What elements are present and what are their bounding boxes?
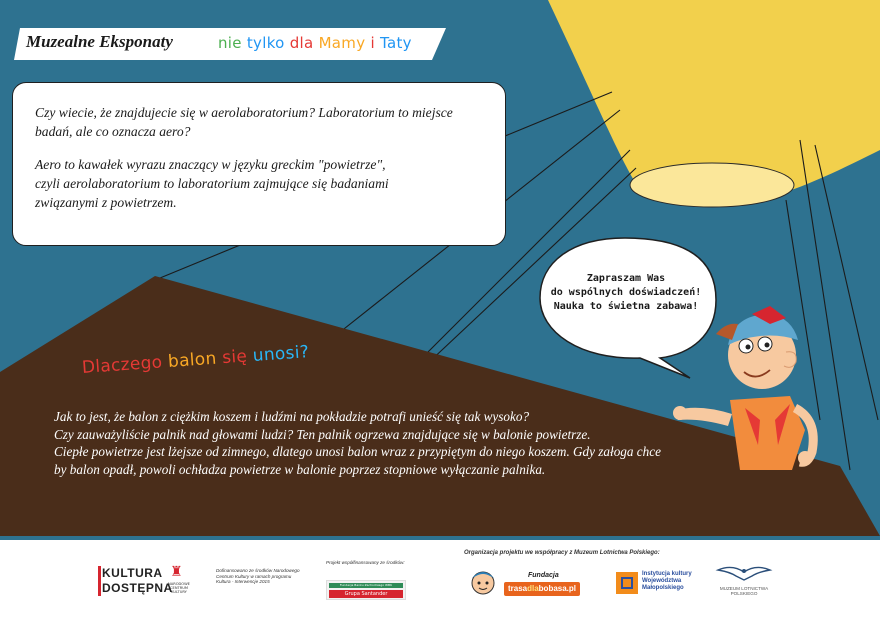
eagle-icon: [712, 562, 776, 584]
castle-icon: ♜: [170, 564, 183, 580]
financing-note: Dofinansowano ze środków Narodowego Centrum Kultury w ramach programu Kultura - Interwencje 2015: [216, 568, 300, 585]
mlp-line: POLSKIEGO: [730, 591, 758, 597]
kultura-dostepna-logo: [98, 566, 173, 598]
organization-note: Organizacja projektu we współpracy z Muzeum Lotnictwa Polskiego:: [464, 550, 660, 556]
mlp-text: [712, 586, 776, 597]
trasa-logo-part: trasa: [507, 584, 528, 593]
info-paragraph-1: [35, 103, 483, 141]
info-line: badań, ale co oznacza aero?: [35, 124, 191, 139]
info-line: czyli aerolaboratorium to laboratorium zajmujące się badaniami: [35, 176, 389, 191]
ncl-logo-text: NARODOWE CENTRUM KULTURY: [168, 582, 190, 595]
explanation-line: Czy zauważyliście palnik nad głowami ludzi? Ten palnik ogrzewa znajdujące się w balonie powietrze.: [54, 426, 591, 442]
info-paragraph-2: [35, 155, 483, 212]
ik-line: Województwa: [642, 578, 682, 584]
info-line: Aero to kawałek wyrazu znaczący w języku greckim "powietrze",: [35, 157, 386, 172]
header-title: Muzealne Eksponaty: [26, 32, 173, 51]
header-subtitle-word: nie: [218, 34, 247, 52]
info-box: [12, 82, 506, 246]
fundacja-label: Fundacja: [528, 572, 559, 579]
header-subtitle-word: dla: [289, 34, 319, 52]
muzeum-lotnictwa-logo: [712, 562, 776, 602]
ik-line: Instytucja kultury: [642, 571, 692, 577]
explanation-line: by balon opadł, powoli ochładza powietrze w balonie poprzez stopniowe wyłączanie palnika.: [54, 461, 546, 477]
speech-line: Nauka to świetna zabawa!: [553, 301, 699, 312]
instytucja-kultury-text: [642, 571, 712, 592]
cofinancing-note: Projekt współfinansowany ze środków:: [326, 560, 405, 565]
header-subtitle-word: Mamy: [318, 34, 371, 52]
info-line: związanymi z powietrzem.: [35, 195, 177, 210]
section-title-word: się: [221, 346, 254, 369]
speech-line: do wspólnych doświadczeń!: [550, 287, 702, 298]
info-line: Czy wiecie, że znajdujecie się w aerolaboratorium? Laboratorium to miejsce: [35, 105, 453, 120]
trasa-logo-part: dla: [527, 584, 539, 593]
speech-bubble-text: [548, 272, 704, 314]
trasa-logo-part: bobasa.pl: [538, 584, 577, 593]
instytucja-kultury-icon: [616, 572, 638, 594]
balloon-opening: [630, 163, 794, 207]
santander-logo-top: Fundacja Banku Zachodniego WBK: [329, 583, 403, 588]
kultura-logo-line2: DOSTĘPNA: [102, 581, 173, 595]
header-band: [14, 28, 446, 60]
ik-line: Małopolskiego: [642, 585, 684, 591]
section-title-word: Dlaczego: [81, 352, 169, 378]
section-title-word: unosi?: [252, 342, 310, 367]
explanation-line: Ciepłe powietrze jest lżejsze od zimnego, dlatego unosi balon wraz z przypiętym do niego koszem. Gdy załoga chce: [54, 444, 661, 459]
trasadlabobasa-logo: [504, 582, 580, 596]
header-subtitle: [218, 34, 412, 52]
fundacja-mascot-icon: [468, 566, 498, 598]
ncl-logo: [166, 564, 192, 604]
sponsor-footer: [0, 540, 880, 622]
header-subtitle-word: i: [370, 34, 380, 52]
kultura-logo-line1: KULTURA: [102, 566, 163, 580]
header-subtitle-word: tylko: [246, 34, 290, 52]
santander-logo-name: Grupa Santander: [329, 590, 403, 598]
kultura-logo-bracket: [98, 566, 101, 596]
explanation-text: [54, 408, 734, 478]
mlp-line: MUZEUM LOTNICTWA: [719, 586, 769, 591]
section-title-word: balon: [167, 348, 223, 372]
santander-logo: [326, 580, 406, 600]
explanation-line: Jak to jest, że balon z ciężkim koszem i ludźmi na pokładzie potrafi unieść się tak wysoko?: [54, 409, 530, 424]
speech-line: Zapraszam Was: [586, 273, 666, 284]
header-subtitle-word: Taty: [380, 34, 412, 52]
